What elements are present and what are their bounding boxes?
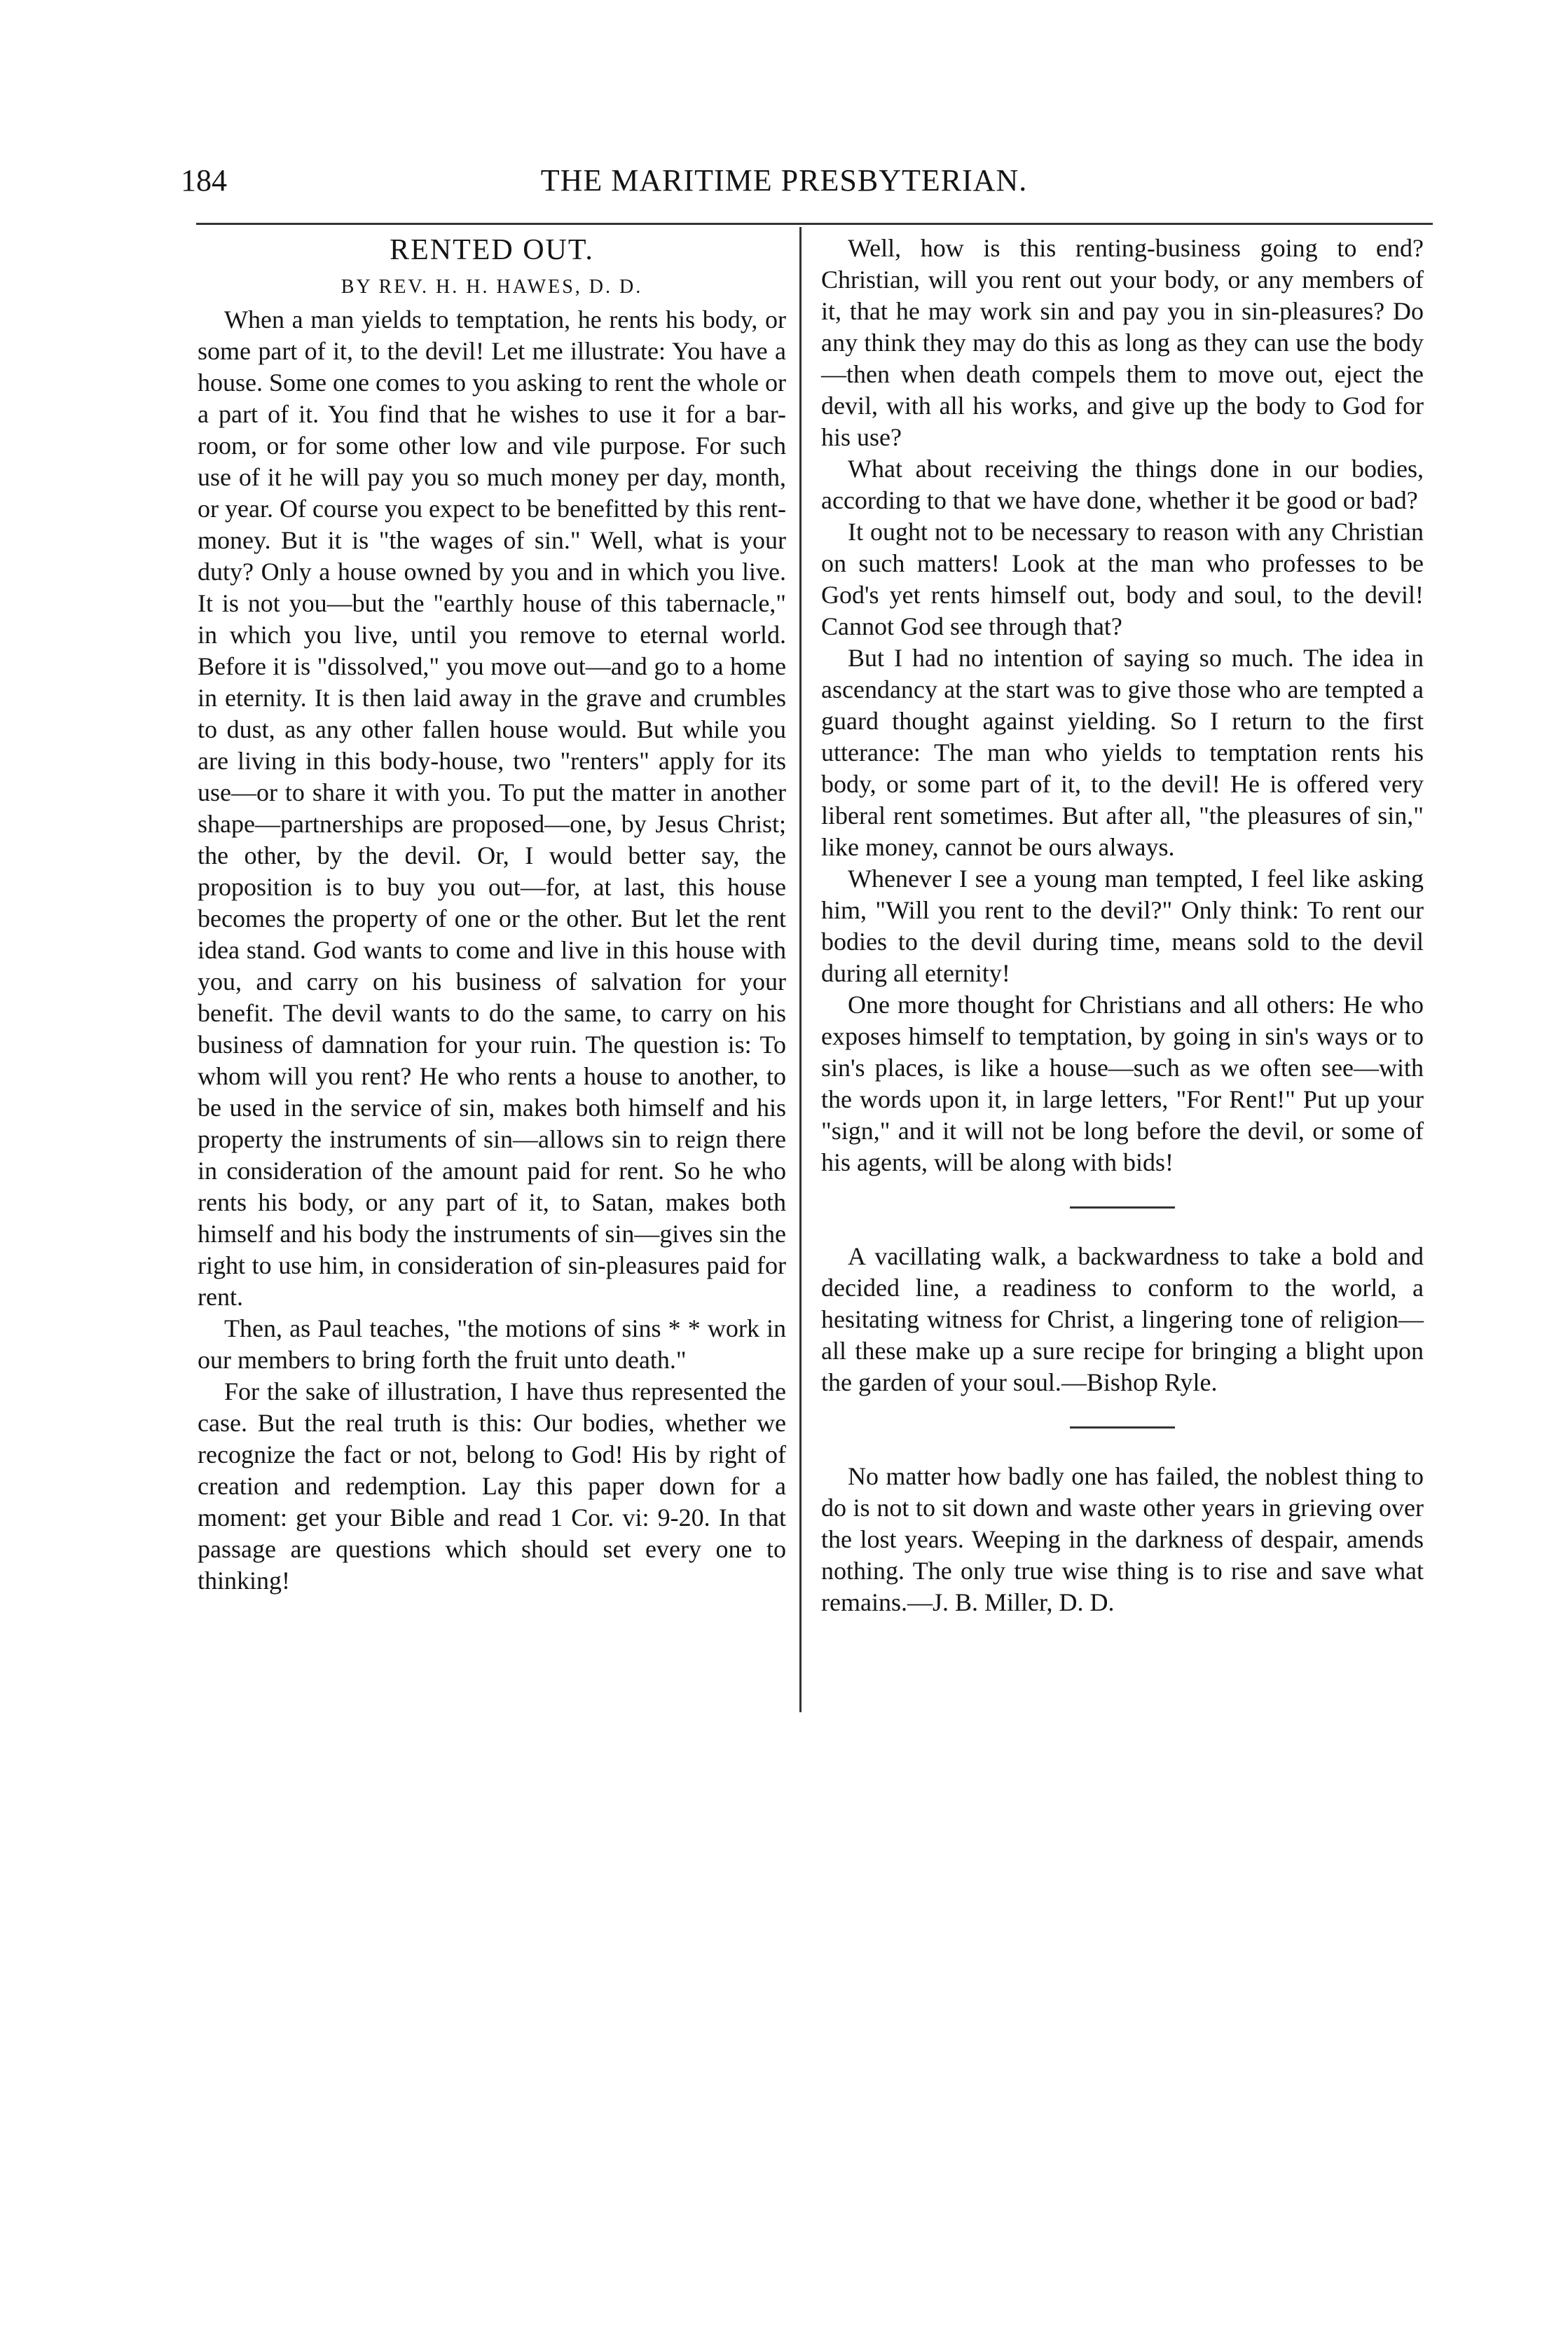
header-rule	[196, 223, 1433, 225]
column-divider	[799, 227, 802, 1712]
article-paragraph: One more thought for Christians and all others: He who exposes himself to temptation, by going in sin's ways or to sin's places, is like a house—such as we often see—with the words upon it, in large letters, "For Rent!" Put up your "sign," and it will not be long before the devil, or some of his agents, will be along with bids!	[821, 991, 1424, 1176]
article-paragraph: Well, how is this renting-business going to end? Christian, will you rent out your body, or any members of it, that he may work sin and pay you in sin-pleasures? Do any think they may do this as long as they can use the body—then when death compels them to move out, eject the devil, with all his works, and give up the body to God for his use?	[821, 234, 1424, 451]
running-head: THE MARITIME PRESBYTERIAN.	[540, 163, 1028, 198]
section-separator	[1070, 1206, 1175, 1209]
page-number: 184	[181, 163, 227, 198]
section-separator	[1070, 1426, 1175, 1429]
quote-text: A vacillating walk, a backwardness to take a bold and decided line, a readiness to conform to the world, a hesitating witness for Christ, a lingering tone of religion—all these make up a sure recipe for bringing a blight upon the garden of your soul.—Bishop Ryle.	[821, 1242, 1424, 1396]
quote-block	[821, 1461, 1424, 1618]
right-column	[821, 233, 1424, 1618]
article-paragraph: For the sake of illustration, I have thus represented the case. But the real truth is this: Our bodies, whether we recognize the fact or not, belong to God! His by right of creation and redemption. Lay this paper down for a moment: get your Bible and read 1 Cor. vi: 9-20. In that passage are questions which should set every one to thinking!	[198, 1377, 786, 1595]
article-paragraph: Whenever I see a young man tempted, I feel like asking him, "Will you rent to the devil?" Only think: To rent our bodies to the devil during time, means sold to the devil during all eternity!	[821, 865, 1424, 987]
article-paragraph: But I had no intention of saying so much. The idea in ascendancy at the start was to give those who are tempted a guard thought against yielding. So I return to the first utterance: The man who yields to temptation rents his body, or some part of it, to the devil! He is offered very liberal rent sometimes. But after all, "the pleasures of sin," like money, cannot be ours always.	[821, 644, 1424, 861]
left-column	[198, 233, 786, 1597]
article-paragraph: It ought not to be necessary to reason with any Christian on such matters! Look at the man who professes to be God's yet rents himself out, body and soul, to the devil! Cannot God see through that?	[821, 518, 1424, 640]
article-byline: BY REV. H. H. HAWES, D. D.	[341, 276, 643, 298]
quote-text: No matter how badly one has failed, the noblest thing to do is not to sit down and waste other years in grieving over the lost years. Weeping in the darkness of despair, amends nothing. The only true wise thing is to rise and save what remains.—J. B. Miller, D. D.	[821, 1462, 1424, 1616]
article-paragraph: What about receiving the things done in our bodies, according to that we have done, whether it be good or bad?	[821, 455, 1424, 514]
quote-block	[821, 1241, 1424, 1398]
article-paragraph: Then, as Paul teaches, "the motions of sins * * work in our members to bring forth the fruit unto death."	[198, 1314, 786, 1374]
article-paragraph: When a man yields to temptation, he rents his body, or some part of it, to the devil! Let me illustrate: You have a house. Some one comes to you asking to rent the whole or a part of it. You find that he wishes to use it for a bar-room, or for some other low and vile purpose. For such use of it he will pay you so much money per day, month, or year. Of course you expect to be benefitted by this rent-money. But it is "the wages of sin." Well, what is your duty? Only a house owned by you and in which you live. It is not you—but the "earthly house of this tabernacle," in which you live, until you remove to eternal world. Before it is "dissolved," you move out—and go to a home in eternity. It is then laid away in the grave and crumbles to dust, as any other fallen house would. But while you are living in this body-house, two "renters" apply for its use—or to share it with you. To put the matter in another shape—partnerships are proposed—one, by Jesus Christ; the other, by the devil. Or, I would better say, the proposition is to buy you out—for, at last, this house becomes the property of one or the other. But let the rent idea stand. God wants to come and live in this house with you, and carry on his business of salvation for your benefit. The devil wants to do the same, to carry on his business of damnation for your ruin. The question is: To whom will you rent? He who rents a house to another, to be used in the service of sin, makes both himself and his property the instruments of sin—allows sin to reign there in consideration of the amount paid for rent. So he who rents his body, or any part of it, to Satan, makes both himself and his body the instruments of sin—gives sin the right to use him, in consideration of sin-pleasures paid for rent.	[198, 305, 786, 1311]
article-title: RENTED OUT.	[390, 234, 594, 266]
